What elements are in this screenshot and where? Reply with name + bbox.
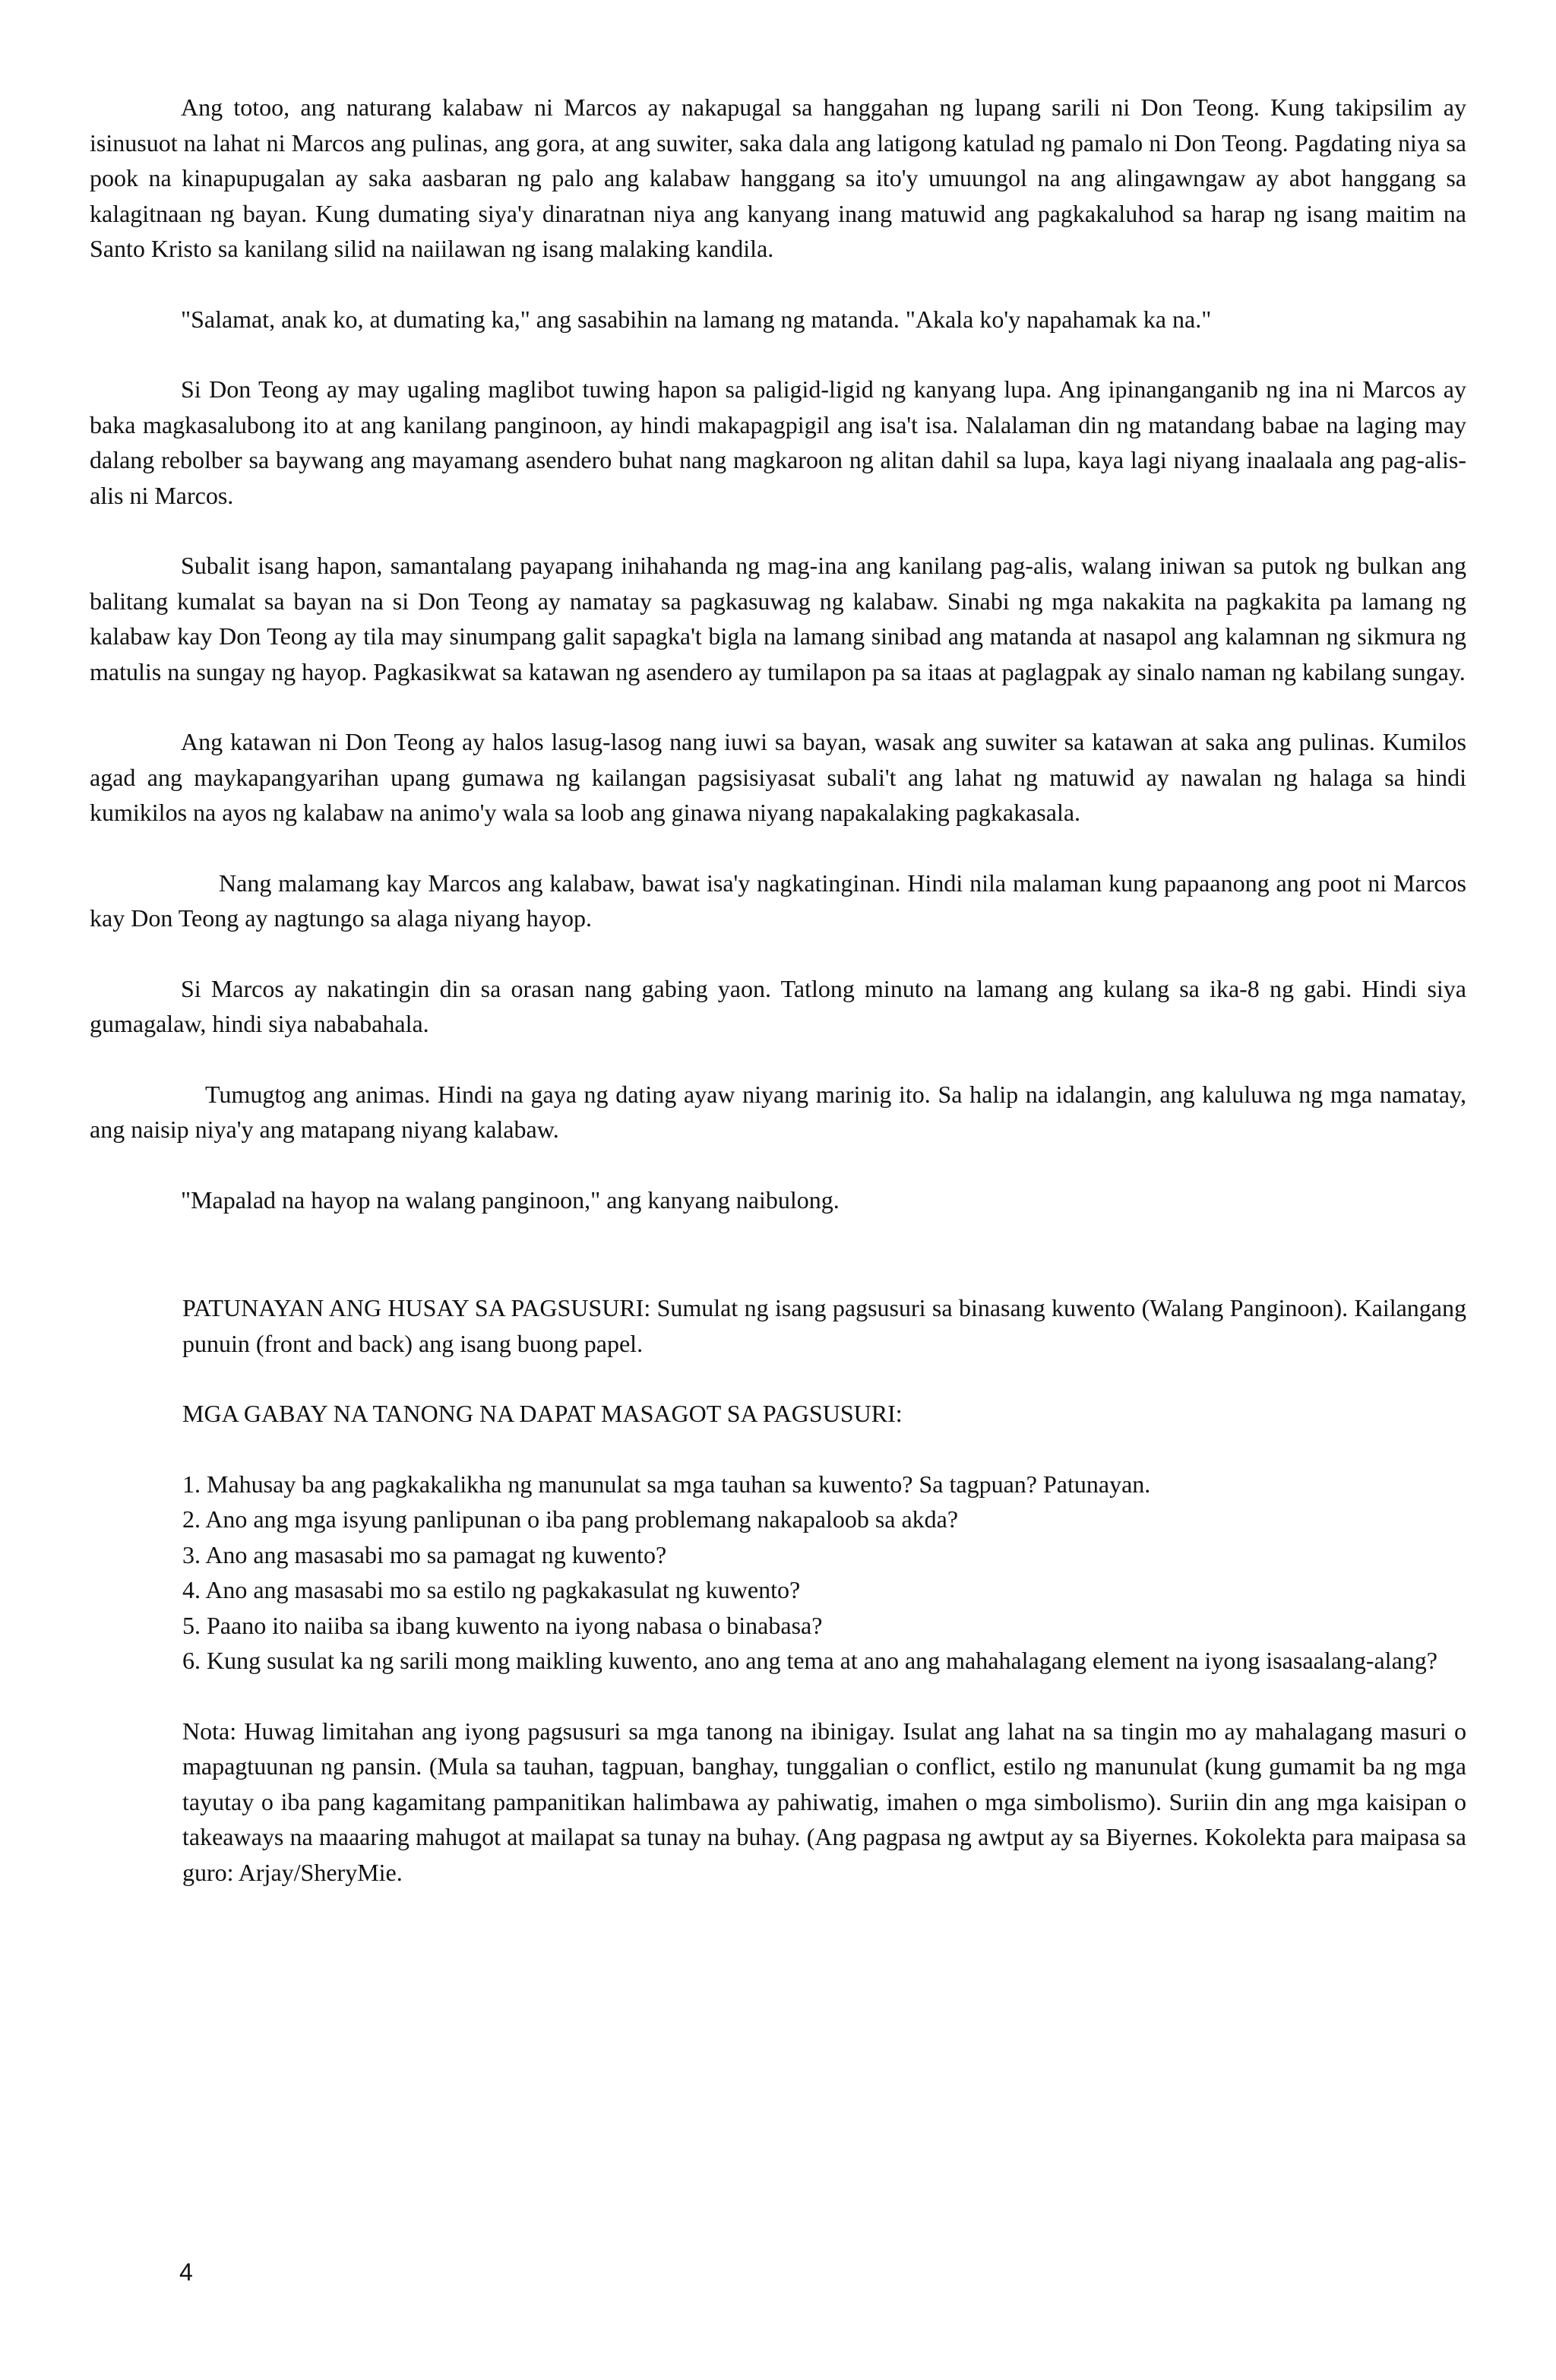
story-paragraph: Si Marcos ay nakatingin din sa orasan nang gabing yaon. Tatlong minuto na lamang ang kulang sa ika-8 ng gabi. Hindi siya gumagalaw, hindi siya nababahala. xyxy=(90,974,1466,1037)
story-paragraph: Ang totoo, ang naturang kalabaw ni Marcos ay nakapugal sa hanggahan ng lupang sarili ni Don Teong. Kung takipsilim ay isinusuot na lahat ni Marcos ang pulinas, ang gora, at ang suwiter, saka dala ang latigong katulad ng pamalo ni Don Teong. Pagdating niya sa pook na kinapupugalan ay saka aasbaran ng palo ang kalabaw hanggang sa ito'y umuungol na ang alingawngaw ay abot hanggang sa kalagitnaan ng bayan. Kung dumating siya'y dinaratnan niya ang kanyang inang matuwid ang pagkakaluhod sa harap ng isang maitim na Santo Kristo sa kanilang silid na naiilawan ng isang malaking kandila. xyxy=(90,93,1466,262)
guide-questions-heading: MGA GABAY NA TANONG NA DAPAT MASAGOT SA PAGSUSURI: xyxy=(182,1400,903,1427)
story-paragraph: "Salamat, anak ko, at dumating ka," ang sasabihin na lamang ng matanda. "Akala ko'y napahamak ka na." xyxy=(181,305,1212,333)
story-paragraph: Tumugtog ang animas. Hindi na gaya ng dating ayaw niyang marinig ito. Sa halip na idalangin, ang kaluluwa ng mga namatay, ang naisip niya'y ang matapang niyang kalabaw. xyxy=(90,1080,1466,1143)
guide-question: 3. Ano ang masasabi mo sa pamagat ng kuwento? xyxy=(182,1540,667,1568)
guide-question: 5. Paano ito naiiba sa ibang kuwento na iyong nabasa o binabasa? xyxy=(182,1611,823,1639)
guide-question: 4. Ano ang masasabi mo sa estilo ng pagkakasulat ng kuwento? xyxy=(182,1576,801,1603)
guide-question: 2. Ano ang mga isyung panlipunan o iba pang problemang nakapaloob sa akda? xyxy=(182,1505,959,1533)
guide-question: 1. Mahusay ba ang pagkakalikha ng manunulat sa mga tauhan sa kuwento? Sa tagpuan? Patunayan. xyxy=(182,1470,1151,1498)
assignment-note: Nota: Huwag limitahan ang iyong pagsusuri sa mga tanong na ibinigay. Isulat ang lahat na sa tingin mo ay mahalagang masuri o mapagtuunan ng pansin. (Mula sa tauhan, tagpuan, banghay, tunggalian o conflict, estilo ng manunulat (kung gumamit ba ng mga tayutay o iba pang kagamitang pampanitikan halimbawa ay pahiwatig, imahen o mga simbolismo). Suriin din ang mga kaisipan o takeaways na maaaring mahugot at mailapat sa tunay na buhay. (Ang pagpasa ng awtput ay sa Biyernes. Kokolekta para maipasa sa guro: Arjay/SheryMie. xyxy=(182,1717,1466,1886)
story-paragraph: Nang malamang kay Marcos ang kalabaw, bawat isa'y nagkatinginan. Hindi nila malaman kung papaanong ang poot ni Marcos kay Don Teong ay nagtungo sa alaga niyang hayop. xyxy=(90,869,1466,932)
story-paragraph: Ang katawan ni Don Teong ay halos lasug-lasog nang iuwi sa bayan, wasak ang suwiter sa katawan at saka ang pulinas. Kumilos agad ang maykapangyarihan upang gumawa ng kailangan pagsisiyasat subali't ang lahat ng matuwid ay nawalan ng halaga sa hindi kumikilos na ayos ng kalabaw na animo'y wala sa loob ang ginawa niyang napakalaking pagkakasala. xyxy=(90,728,1466,826)
story-paragraph: Subalit isang hapon, samantalang payapang inihahanda ng mag-ina ang kanilang pag-alis, walang iniwan sa putok ng bulkan ang balitang kumalat sa bayan na si Don Teong ay namatay sa pagkasuwag ng kalabaw. Sinabi ng mga nakakita na pagkakita pa lamang ng kalabaw kay Don Teong ay tila may sinumpang galit sapagka't bigla na lamang sinibad ang matanda at nasapol ang kalamnan ng sikmura ng matulis na sungay ng hayop. Pagkasikwat sa katawan ng asendero ay tumilapon pa sa itaas at paglagpak ay sinalo naman ng kabilang sungay. xyxy=(90,552,1466,685)
story-paragraph: Si Don Teong ay may ugaling maglibot tuwing hapon sa paligid-ligid ng kanyang lupa. Ang ipinanganganib ng ina ni Marcos ay baka magkasalubong ito at ang kanilang panginoon, ay hindi makapagpigil ang isa't isa. Nalalaman din ng matandang babae na laging may dalang rebolber sa baywang ang mayamang asendero buhat nang magkaroon ng alitan dahil sa lupa, kaya lagi niyang inaalaala ang pag-alis-alis ni Marcos. xyxy=(90,375,1466,509)
guide-questions-list xyxy=(182,1467,1466,1679)
guide-question: 6. Kung susulat ka ng sarili mong maikling kuwento, ano ang tema at ano ang mahahalagang element na iyong isasaalang-alang? xyxy=(182,1647,1437,1674)
document-body xyxy=(90,90,1466,1890)
assignment-section xyxy=(90,1290,1466,1890)
page-number: 4 xyxy=(179,2258,193,2286)
story-paragraph: "Mapalad na hayop na walang panginoon," ang kanyang naibulong. xyxy=(181,1185,840,1214)
assignment-instruction: PATUNAYAN ANG HUSAY SA PAGSUSURI: Sumulat ng isang pagsusuri sa binasang kuwento (Walang Panginoon). Kailangang punuin (front and back) ang isang buong papel. xyxy=(182,1294,1466,1357)
